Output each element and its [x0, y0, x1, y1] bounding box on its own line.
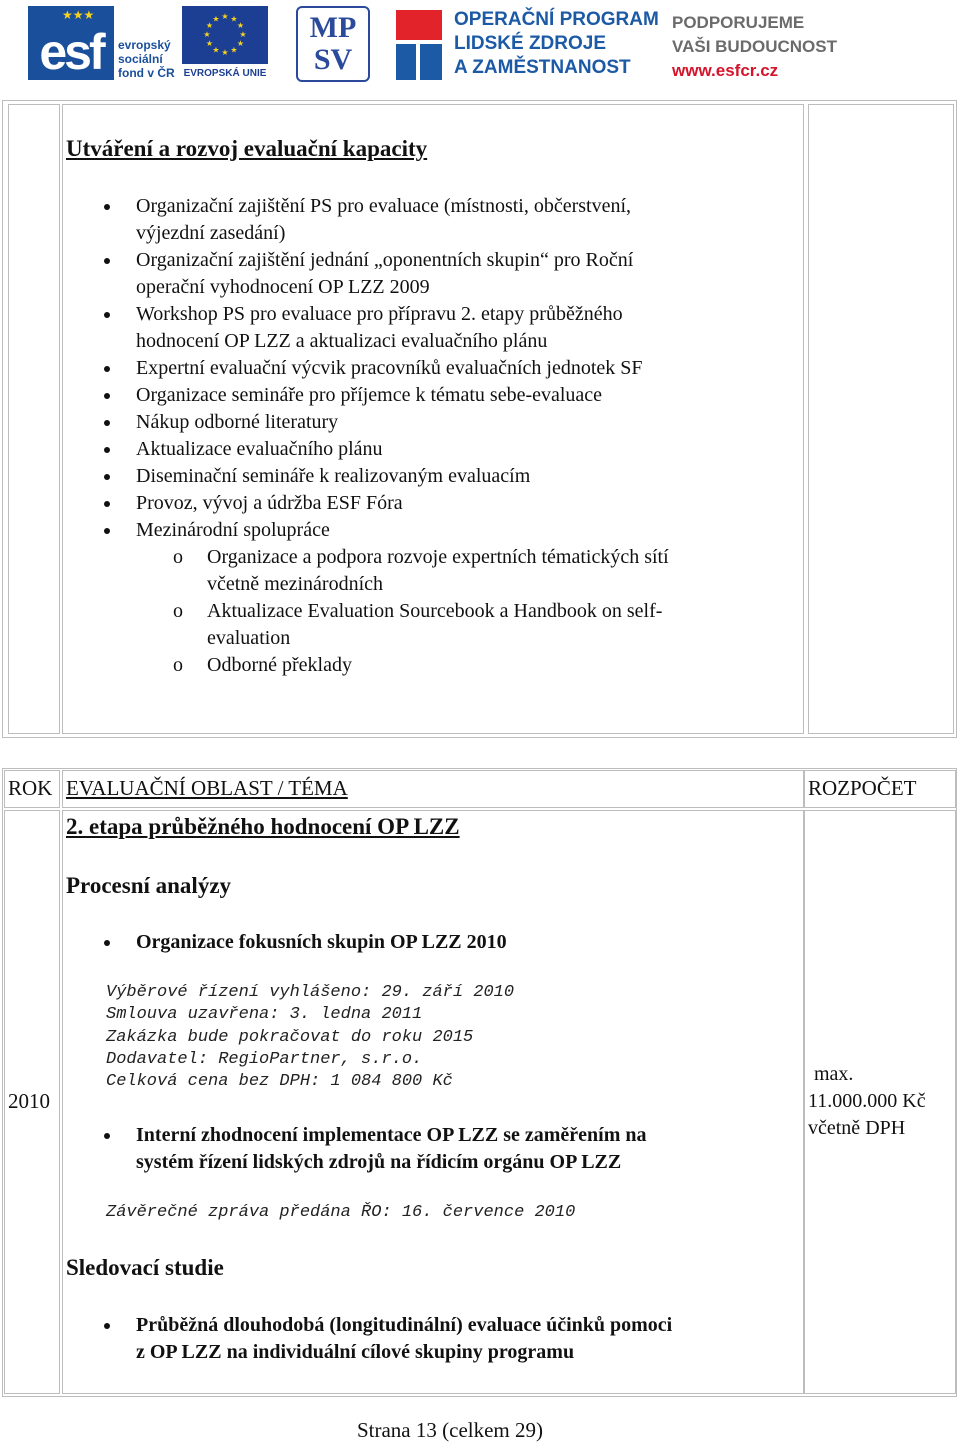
esf-mark-text: esf — [39, 24, 103, 80]
esf-line: sociální — [118, 52, 163, 66]
list-item-cont: operační vyhodnocení OP LZZ 2009 — [136, 276, 430, 298]
podp-url: www.esfcr.cz — [672, 61, 779, 80]
eu-stars-icon — [182, 6, 268, 64]
details-line-2: Závěrečné zpráva předána ŘO: 16. července 2010 — [106, 1203, 576, 1222]
table1-year-cell — [8, 104, 60, 734]
detail-line: Výběrové řízení vyhlášeno: 29. září 2010 — [106, 983, 515, 1002]
list-item-cont: hodnocení OP LZZ a aktualizaci evaluačního plánu — [136, 330, 548, 352]
svg-text:★: ★ — [230, 14, 238, 24]
details-block — [106, 982, 514, 1093]
podp-line: VAŠI BUDOUCNOST — [672, 37, 837, 56]
sublist-item: o Organizace a podpora rozvoje expertních tématických sítí — [207, 544, 669, 571]
eu-caption: EVROPSKÁ UNIE — [183, 68, 267, 79]
header-rozpocet: ROZPOČET — [808, 776, 917, 800]
list-item-cont: z OP LZZ na individuální cílové skupiny programu — [136, 1341, 575, 1363]
section-title: Utváření a rozvoj evaluační kapacity — [66, 136, 428, 161]
op-line: OPERAČNÍ PROGRAM — [454, 9, 659, 30]
list-item: Organizace semináře pro příjemce k tématu sebe-evaluace — [136, 382, 602, 409]
detail-line: Smlouva uzavřena: 3. ledna 2011 — [106, 1005, 423, 1025]
svg-text:★: ★ — [236, 21, 245, 30]
detail-line: Dodavatel: RegioPartner, s.r.o. — [106, 1049, 423, 1069]
svg-text:★: ★ — [221, 12, 229, 21]
table1-budget-cell — [808, 104, 954, 734]
list-item: Organizační zajištění PS pro evaluace (místnosti, občerstvení, — [136, 193, 631, 220]
list-item: Organizační zajištění jednání „oponentních skupin“ pro Roční — [136, 247, 633, 274]
list-item: Mezinárodní spolupráce — [136, 517, 330, 544]
stars-icon: ★★★ — [62, 8, 95, 22]
list-item: Diseminační semináře k realizovaným evaluacím — [136, 463, 530, 490]
esf-line: fond v ČR — [118, 66, 175, 80]
svg-text:★: ★ — [205, 39, 214, 48]
list-item-cont: systém řízení lidských zdrojů na řídicím orgánu OP LZZ — [136, 1151, 622, 1173]
svg-text:★: ★ — [203, 30, 211, 39]
budget-line: 11.000.000 Kč — [808, 1090, 926, 1112]
list-item: Interní zhodnocení implementace OP LZZ se zaměřením na — [136, 1122, 647, 1149]
esf-logo — [28, 6, 178, 80]
list-item: Nákup odborné literatury — [136, 409, 338, 436]
sublist-item-cont: evaluation — [207, 627, 291, 649]
eu-flag-logo — [182, 6, 268, 80]
mpsv-logo — [296, 6, 368, 80]
list-item: Aktualizace evaluačního plánu — [136, 436, 383, 463]
esf-text — [118, 38, 175, 80]
op-line: A ZAMĚSTNANOST — [454, 57, 631, 78]
op-line: LIDSKÉ ZDROJE — [454, 33, 607, 54]
sledovaci-heading: Sledovací studie — [66, 1255, 224, 1280]
budget-line: včetně DPH — [808, 1117, 906, 1139]
mpsv-line: MP — [309, 11, 357, 44]
svg-text:★: ★ — [212, 14, 220, 24]
op-lzz-mark-icon — [396, 10, 442, 80]
etapa-title: 2. etapa průběžného hodnocení OP LZZ — [66, 814, 460, 839]
list-item: Expertní evaluační výcvik pracovníků evaluačních jednotek SF — [136, 355, 643, 382]
podporujeme-logo — [672, 10, 872, 84]
svg-text:★: ★ — [221, 48, 229, 57]
svg-text:★: ★ — [212, 45, 220, 55]
header-rok: ROK — [8, 776, 53, 800]
sublist-item: o Odborné překlady — [207, 652, 352, 679]
logo-header — [0, 0, 960, 92]
list-item: Organizace fokusních skupin OP LZZ 2010 — [136, 929, 507, 956]
header-oblast: EVALUAČNÍ OBLAST / TÉMA — [66, 776, 348, 800]
detail-line: Zakázka bude pokračovat do roku 2015 — [106, 1027, 474, 1047]
year-value: 2010 — [8, 1089, 50, 1113]
list-item-cont: výjezdní zasedání) — [136, 222, 286, 244]
svg-text:★: ★ — [239, 30, 247, 39]
svg-text:★: ★ — [236, 39, 245, 48]
mpsv-line: SV — [313, 43, 353, 76]
esf-mark — [28, 6, 114, 80]
list-item: Průběžná dlouhodobá (longitudinální) evaluace účinků pomoci — [136, 1312, 672, 1339]
page-footer: Strana 13 (celkem 29) — [356, 1418, 544, 1442]
budget-line: max. — [814, 1063, 854, 1085]
list-item: Provoz, vývoj a údržba ESF Fóra — [136, 490, 403, 517]
podp-line: PODPORUJEME — [672, 13, 805, 32]
svg-text:★: ★ — [230, 45, 238, 55]
detail-line: Celková cena bez DPH: 1 084 800 Kč — [106, 1072, 453, 1092]
svg-text:★: ★ — [205, 21, 214, 30]
sublist-item: o Aktualizace Evaluation Sourcebook a Handbook on self- — [207, 598, 662, 625]
procesni-heading: Procesní analýzy — [66, 873, 232, 898]
sublist-item-cont: včetně mezinárodních — [207, 573, 384, 595]
esf-line: evropský — [118, 38, 171, 52]
op-lzz-logo — [396, 6, 659, 84]
list-item: Workshop PS pro evaluace pro přípravu 2. etapy průběžného — [136, 301, 623, 328]
